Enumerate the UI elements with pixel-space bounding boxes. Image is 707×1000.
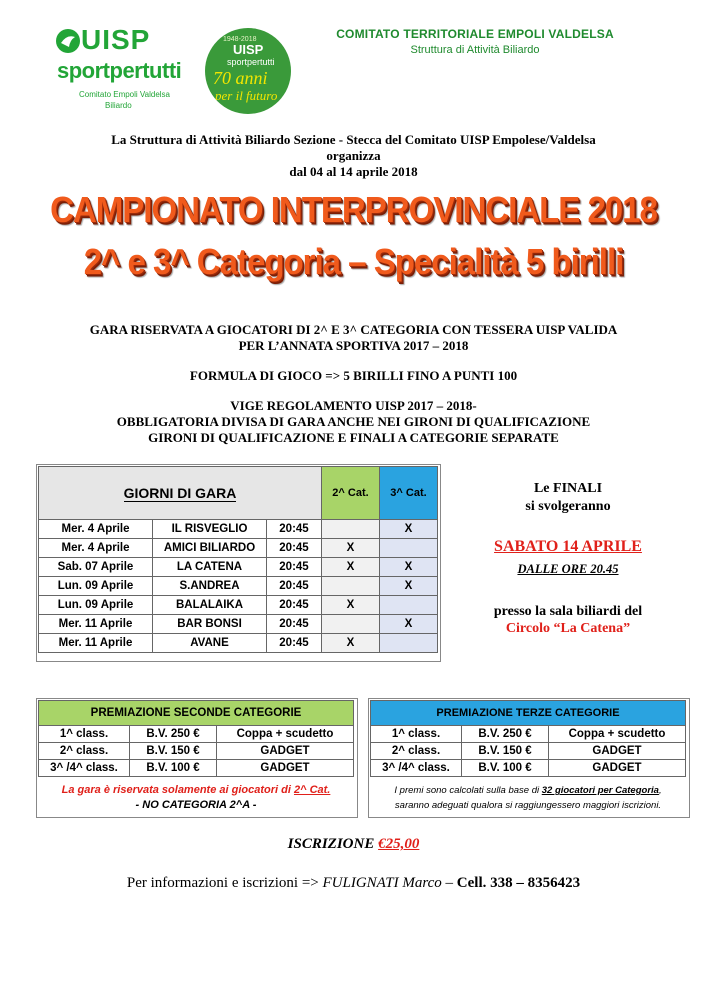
finals-place: presso la sala biliardi del (493, 604, 643, 619)
committee-header (330, 27, 620, 56)
prize-rank: 1^ class. (371, 726, 462, 743)
row-venue: LA CATENA (153, 558, 267, 577)
uisp-runner-icon (55, 28, 81, 54)
rules-text (40, 322, 667, 446)
rule-line: GIRONI DI QUALIFICAZIONE E FINALI A CATEGORIE SEPARATE (148, 430, 559, 445)
row-3cat (380, 539, 438, 558)
rule-line: GARA RISERVATA A GIOCATORI DI 2^ E 3^ CATEGORIA CON TESSERA UISP VALIDA (89, 322, 618, 337)
row-3cat: X (380, 558, 438, 577)
row-2cat (322, 615, 380, 634)
row-2cat: X (322, 634, 380, 653)
row-2cat: X (322, 558, 380, 577)
row-time: 20:45 (267, 520, 322, 539)
row-venue: AMICI BILIARDO (153, 539, 267, 558)
row-3cat: X (380, 615, 438, 634)
table-row (39, 577, 438, 596)
row-venue: BALALAIKA (153, 596, 267, 615)
intro-line-3: dal 04 al 14 aprile 2018 (289, 164, 418, 179)
contact-dash: – (441, 875, 457, 891)
finals-info (460, 480, 676, 637)
logo70-sport: sportpertutti (227, 57, 275, 67)
prize-item: Coppa + scudetto (549, 726, 686, 743)
table-row (39, 596, 438, 615)
registration-label: ISCRIZIONE (287, 836, 379, 852)
prize-item: GADGET (549, 760, 686, 777)
note-third-line-2: saranno adeguati qualora si raggiungessero maggiori iscrizioni. (394, 800, 662, 811)
rule-line: PER L’ANNATA SPORTIVA 2017 – 2018 (238, 338, 469, 353)
row-3cat: X (380, 577, 438, 596)
prize-second-title: PREMIAZIONE SECONDE CATEGORIE (39, 701, 354, 726)
prize-bv: B.V. 250 € (130, 726, 217, 743)
prize-second-note (38, 783, 354, 813)
uisp-logo (55, 24, 195, 114)
row-time: 20:45 (267, 596, 322, 615)
row-time: 20:45 (267, 634, 322, 653)
row-venue: S.ANDREA (153, 577, 267, 596)
logo-subtitle: Comitato Empoli Valdelsa (79, 90, 171, 99)
row-venue: BAR BONSI (153, 615, 267, 634)
table-row (39, 520, 438, 539)
logo70-uisp: UISP (233, 42, 264, 57)
prize-bv: B.V. 250 € (462, 726, 549, 743)
registration-fee (0, 836, 707, 853)
rule-line: VIGE REGOLAMENTO UISP 2017 – 2018- (230, 398, 477, 413)
prize-item: GADGET (217, 743, 354, 760)
row-2cat: X (322, 539, 380, 558)
table-row (39, 539, 438, 558)
row-venue: IL RISVEGLIO (153, 520, 267, 539)
rule-line: OBBLIGATORIA DIVISA DI GARA ANCHE NEI GIRONI DI QUALIFICAZIONE (116, 414, 591, 429)
table-row (371, 760, 686, 777)
event-title: CAMPIONATO INTERPROVINCIALE 2018 (50, 189, 657, 230)
intro-line-1: La Struttura di Attività Biliardo Sezione - Stecca del Comitato UISP Empolese/Valdelsa (111, 132, 596, 147)
table-row (371, 743, 686, 760)
row-time: 20:45 (267, 539, 322, 558)
calendar-col-3cat: 3^ Cat. (380, 467, 438, 520)
contact-name: FULIGNATI Marco (322, 875, 442, 891)
row-date: Sab. 07 Aprile (39, 558, 153, 577)
prize-bv: B.V. 100 € (130, 760, 217, 777)
row-time: 20:45 (267, 615, 322, 634)
row-date: Mer. 11 Aprile (39, 634, 153, 653)
contact-prefix: Per informazioni e iscrizioni => (126, 875, 323, 891)
prize-rank: 3^ /4^ class. (371, 760, 462, 777)
calendar-table (38, 466, 438, 653)
row-2cat (322, 577, 380, 596)
finals-date: SABATO 14 APRILE (494, 538, 642, 555)
prize-item: Coppa + scudetto (217, 726, 354, 743)
row-date: Lun. 09 Aprile (39, 596, 153, 615)
sportpertutti-text: sportpertutti (57, 58, 182, 83)
committee-subtitle: Struttura di Attività Biliardo (410, 44, 540, 56)
row-time: 20:45 (267, 558, 322, 577)
prize-rank: 3^ /4^ class. (39, 760, 130, 777)
row-date: Lun. 09 Aprile (39, 577, 153, 596)
finals-line-1: Le FINALI (533, 481, 603, 496)
event-subtitle: 2^ e 3^ Categoria – Specialità 5 birilli (83, 241, 624, 282)
intro-text (40, 132, 667, 180)
prize-bv: B.V. 150 € (130, 743, 217, 760)
prize-rank: 1^ class. (39, 726, 130, 743)
prize-item: GADGET (549, 743, 686, 760)
prize-third-note (370, 783, 686, 813)
row-2cat (322, 520, 380, 539)
row-3cat (380, 596, 438, 615)
logo70-anni: 70 anni (213, 68, 268, 88)
note-second-line-1: La gara è riservata solamente ai giocatori di 2^ Cat. (61, 784, 331, 796)
table-row (39, 726, 354, 743)
table-row (39, 615, 438, 634)
finals-hour: DALLE ORE 20.45 (517, 562, 619, 576)
prize-third-title: PREMIAZIONE TERZE CATEGORIE (371, 701, 686, 726)
row-date: Mer. 4 Aprile (39, 520, 153, 539)
row-date: Mer. 4 Aprile (39, 539, 153, 558)
row-venue: AVANE (153, 634, 267, 653)
prize-rank: 2^ class. (39, 743, 130, 760)
contact-phone: Cell. 338 – 8356423 (456, 875, 581, 891)
logo70-futuro: per il futuro (215, 88, 278, 103)
table-row (39, 634, 438, 653)
uisp-logo-text: UISP (81, 24, 151, 55)
registration-amount: €25,00 (378, 836, 420, 852)
row-2cat: X (322, 596, 380, 615)
note-third-line-1: I premi sono calcolati sulla base di 32 giocatori per Categoria, (394, 785, 662, 796)
intro-line-2: organizza (326, 148, 381, 163)
prize-bv: B.V. 150 € (462, 743, 549, 760)
table-row (39, 558, 438, 577)
row-3cat: X (380, 520, 438, 539)
contact-info (0, 875, 707, 892)
table-row (39, 743, 354, 760)
finals-line-2: si svolgeranno (525, 499, 611, 514)
table-row (39, 760, 354, 777)
note-second-line-2: - NO CATEGORIA 2^A - (135, 799, 257, 811)
finals-venue: Circolo “La Catena” (505, 621, 631, 636)
calendar-header: GIORNI DI GARA (39, 467, 322, 520)
committee-title: COMITATO TERRITORIALE EMPOLI VALDELSA (336, 27, 614, 41)
prize-table-second (38, 700, 354, 777)
row-time: 20:45 (267, 577, 322, 596)
row-date: Mer. 11 Aprile (39, 615, 153, 634)
prize-rank: 2^ class. (371, 743, 462, 760)
prize-item: GADGET (217, 760, 354, 777)
table-row (371, 726, 686, 743)
row-3cat (380, 634, 438, 653)
rule-line: FORMULA DI GIOCO => 5 BIRILLI FINO A PUNTI 100 (189, 368, 518, 383)
logo70-years: 1948-2018 (223, 36, 257, 43)
70-anni-logo (205, 28, 291, 114)
calendar-col-2cat: 2^ Cat. (322, 467, 380, 520)
logo-subtitle-2: Biliardo (105, 101, 132, 110)
prize-table-third (370, 700, 686, 777)
prize-bv: B.V. 100 € (462, 760, 549, 777)
